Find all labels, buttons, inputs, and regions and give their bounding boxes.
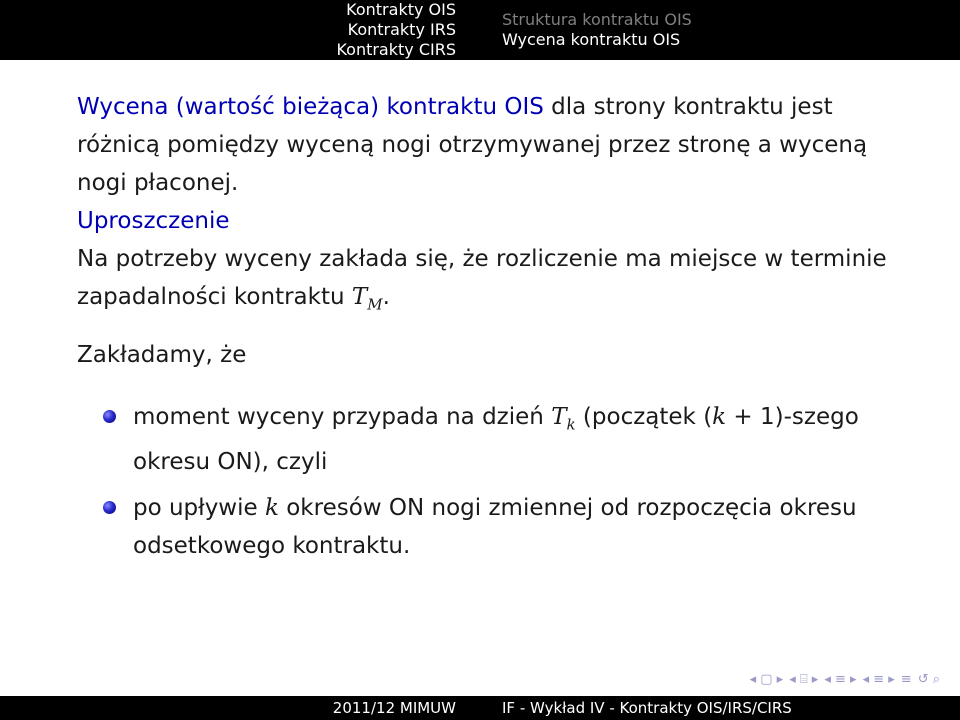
footer-right: IF - Wykład IV - Kontrakty OIS/IRS/CIRS [502,699,792,717]
document-nav-icon[interactable]: ◂ ≡ ▸ [862,671,895,687]
bullet-text: (początek ( [575,403,713,430]
subsection-nav-icon[interactable]: ◂ ⌸ ▸ [789,671,819,687]
assumption-list [77,398,917,566]
list-item [77,398,917,482]
bullet-text: + 1)-szego okresu ON), czyli [133,403,859,476]
term-kontraktu-ois: kontraktu OIS [386,94,544,120]
slide-content [77,88,917,573]
spacer [77,324,917,336]
appendix-icon[interactable]: ≡ [900,671,912,687]
assumption-heading: Zakładamy, że [77,341,247,368]
math-T: T [351,284,368,310]
math-subscript-M: M [367,295,383,314]
math-k: k [712,403,727,430]
bullet-text: po upływie [133,495,265,522]
section-nav-icon[interactable]: ◂ ≡ ▸ [824,671,857,687]
footer-bar [0,696,960,720]
search-back-icon[interactable]: ↺ ⌕ [917,671,940,687]
section-nav [0,0,480,60]
math-subscript-k: k [566,415,576,434]
footer-left: 2011/12 MIMUW [332,699,456,717]
nav-subsection-structure[interactable]: Struktura kontraktu OIS [502,10,692,29]
nav-section-irs[interactable]: Kontrakty IRS [347,20,456,39]
bullet-text: moment wyceny przypada na dzień [133,403,552,430]
beamer-navigation-symbols [600,668,940,690]
definition-text: dla strony kontraktu jest różnicą pomiędzy wyceną nogi otrzymywanej przez stronę a wyceną nogi płaconej. [77,94,868,196]
term-wycena: Wycena [77,94,169,120]
block-title: Uproszczenie [77,208,230,234]
math-T: T [551,403,567,430]
block-text-end: . [382,284,390,310]
nav-section-ois[interactable]: Kontrakty OIS [346,0,456,19]
bullet-ball-icon [103,410,116,423]
nav-section-cirs[interactable]: Kontrakty CIRS [336,40,456,59]
list-item [77,489,917,565]
subsection-nav [480,0,960,60]
simplification-block [77,202,917,324]
frame-nav-icon[interactable]: ◂ ▢ ▸ [749,671,784,687]
block-body [77,240,917,324]
math-k: k [264,495,279,522]
top-navigation-bar [0,0,960,60]
bullet-text: okresów ON nogi zmiennej od rozpoczęcia okresu odsetkowego kontraktu. [133,495,857,560]
bullet-ball-icon [103,501,116,514]
block-text: Na potrzeby wyceny zakłada się, że rozliczenie ma miejsce w terminie zapadalności kontraktu [77,246,887,310]
definition-paragraph [77,88,917,202]
term-wycena-paren: (wartość bieżąca) [168,94,387,120]
nav-subsection-valuation[interactable]: Wycena kontraktu OIS [502,30,681,49]
